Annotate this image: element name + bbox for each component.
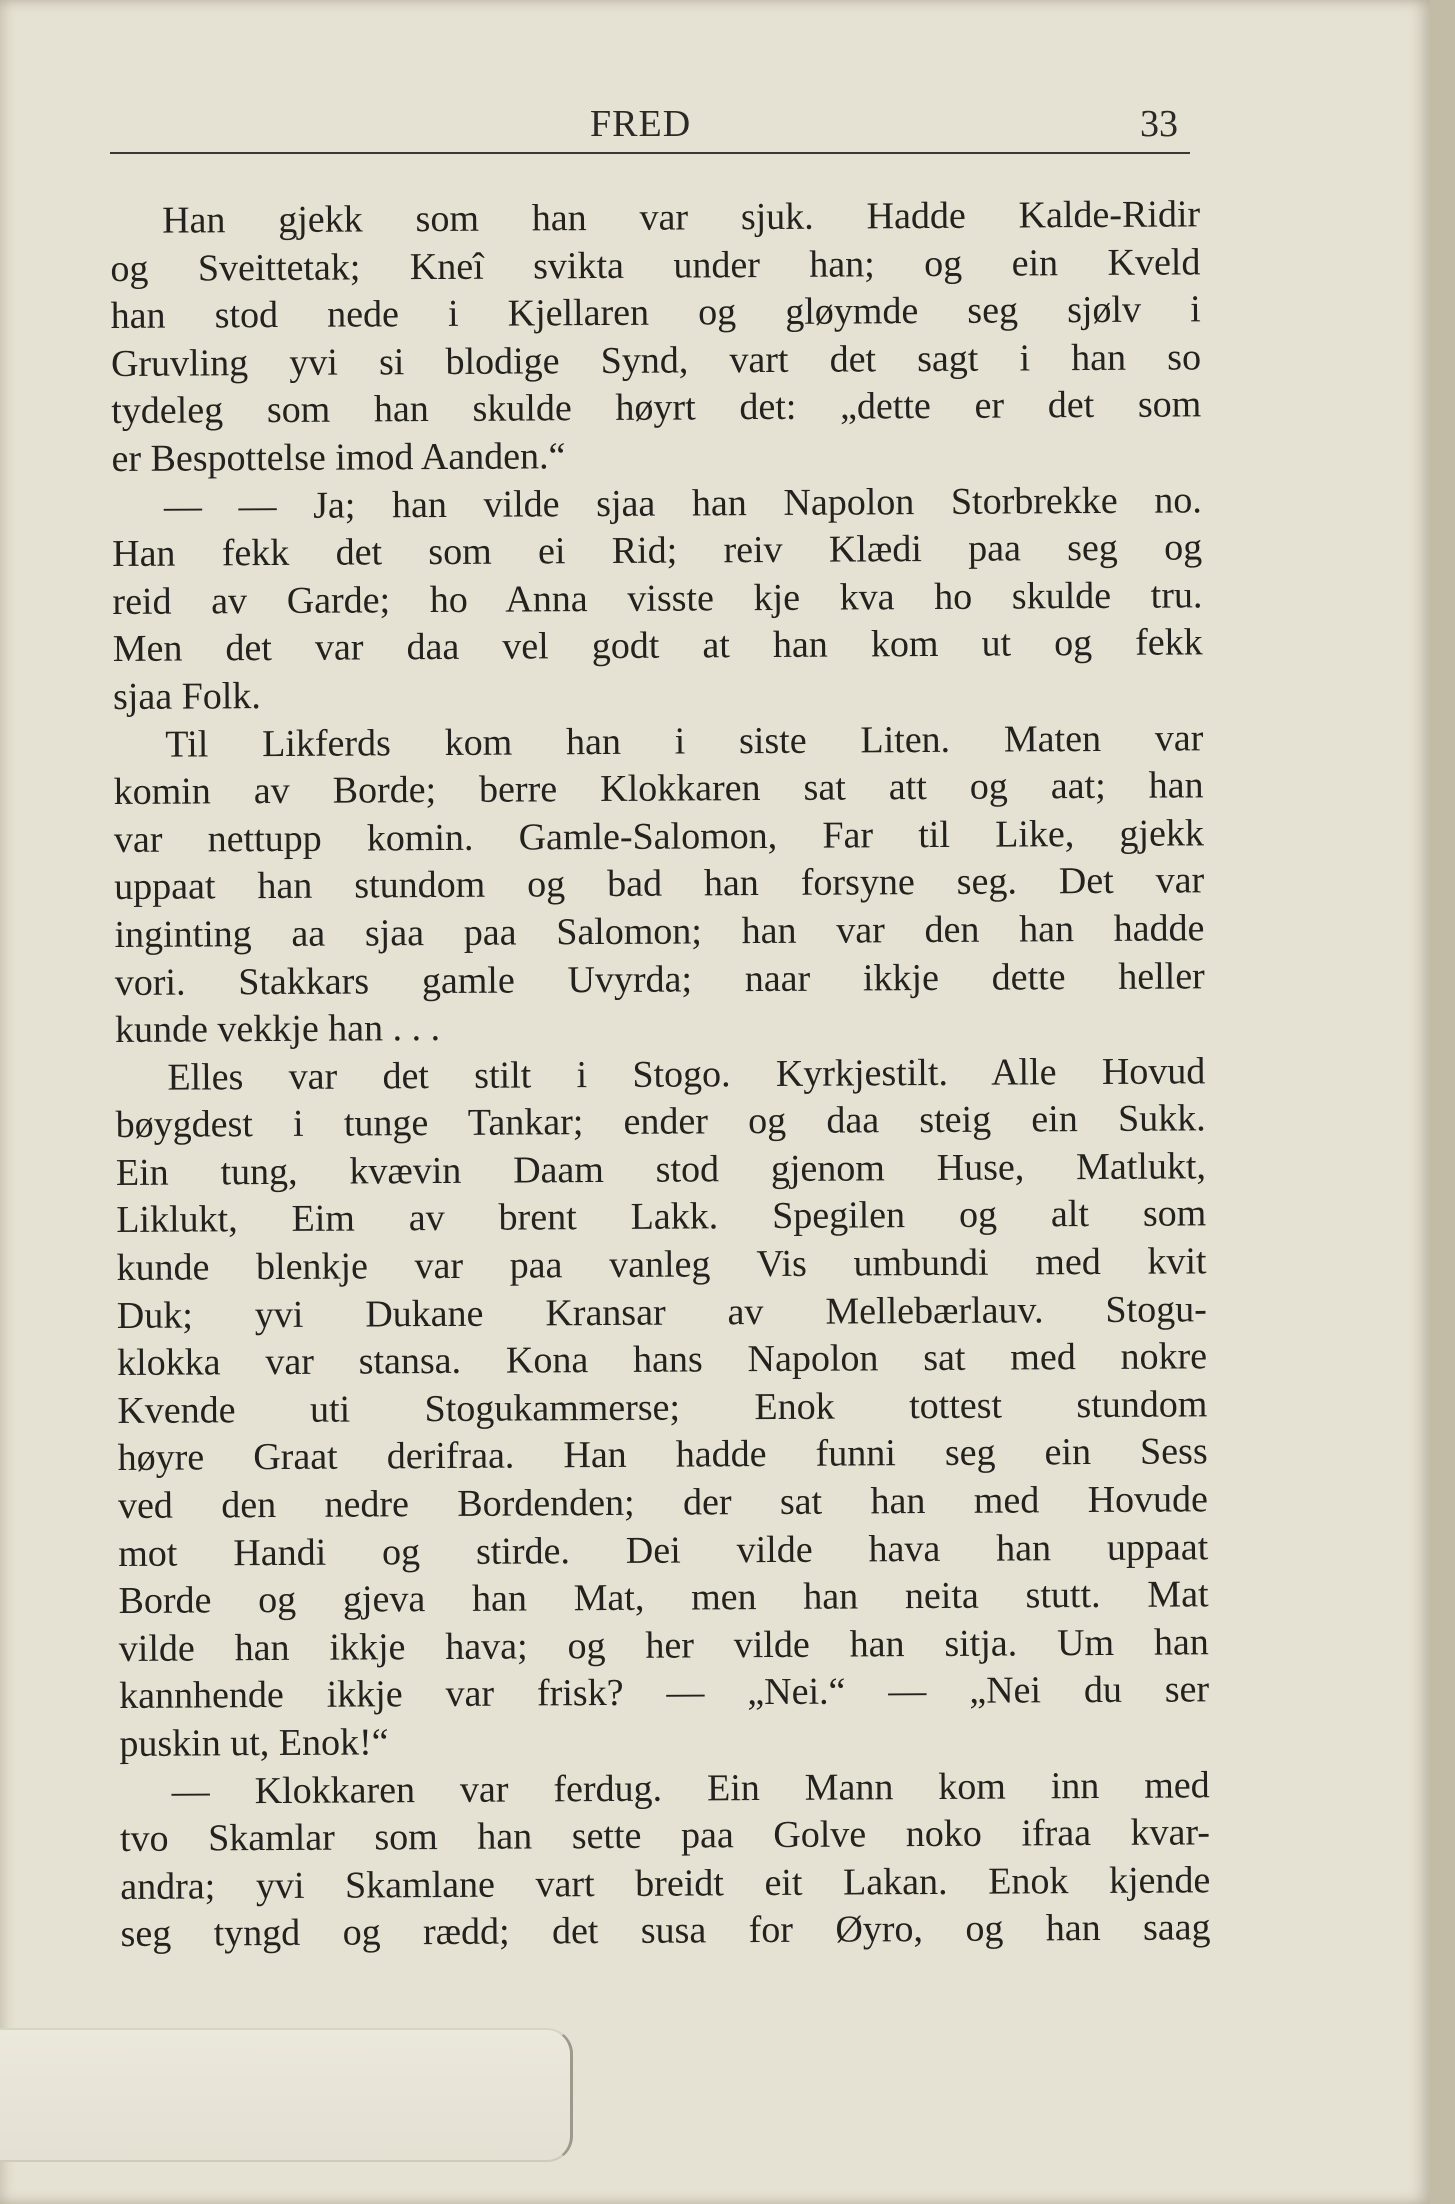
text-line: uppaat han stundom og bad han forsyne seg. Det var <box>114 859 1205 909</box>
text-line: Han gjekk som han var sjuk. Hadde Kalde-Ridir <box>162 193 1201 242</box>
text-line: mot Handi og stirde. Dei vilde hava han uppaat <box>118 1525 1209 1575</box>
page-header <box>110 100 1190 160</box>
text-line: kunde blenkje var paa vanleg Vis umbundi med kvit <box>116 1240 1207 1290</box>
text-line: vilde han ikkje hava; og her vilde han sitja. Um han <box>118 1621 1209 1670</box>
text-line: Ein tung, kvævin Daam stod gjenom Huse, Matlukt, <box>115 1145 1207 1194</box>
text-line: Borde og gjeva han Mat, men han neita stutt. Mat <box>118 1573 1209 1623</box>
body-text <box>110 191 1211 1959</box>
text-line: høyre Graat derifraa. Han hadde funni seg ein Sess <box>117 1430 1208 1480</box>
text-line: han stod nede i Kjellaren og gløymde seg sjølv i <box>110 288 1201 338</box>
text-line: vori. Stakkars gamle Uvyrda; naar ikkje dette heller <box>114 954 1205 1004</box>
text-line: seg tyngd og rædd; det susa for Øyro, og han saag <box>120 1906 1211 1956</box>
text-line: Han fekk det som ei Rid; reiv Klædi paa seg og <box>112 526 1203 576</box>
text-line: kunde vekkje han . . . <box>114 1007 441 1052</box>
running-head: FRED <box>590 103 692 145</box>
text-line: klokka var stansa. Kona hans Napolon sat med nokre <box>116 1335 1208 1385</box>
text-line: kannhende ikkje var frisk? — „Nei.“ — „Nei du ser <box>119 1668 1210 1718</box>
text-line: Liklukt, Eim av brent Lakk. Spegilen og alt som <box>116 1192 1207 1242</box>
text-line: reid av Garde; ho Anna visste kje kva ho skulde tru. <box>112 574 1203 623</box>
text-line: inginting aa sjaa paa Salomon; han var den han hadde <box>114 907 1205 956</box>
text-line: var nettupp komin. Gamle-Salomon, Far til Like, gjekk <box>113 812 1205 861</box>
text-line: tydeleg som han skulde høyrt det: „dette er det som <box>111 383 1202 433</box>
text-line: — Klokkaren var ferdug. Ein Mann kom inn med <box>171 1763 1210 1813</box>
text-line: Til Likferds kom han i siste Liten. Maten var <box>165 716 1204 766</box>
text-line: er Bespottelse imod Aanden.“ <box>111 435 566 480</box>
text-line: og Sveittetak; Kneî svikta under han; og ein Kveld <box>110 240 1201 290</box>
text-line: Kvende uti Stogukammerse; Enok tottest stundom <box>117 1383 1208 1432</box>
text-line: komin av Borde; berre Klokkaren sat att og aat; han <box>113 764 1204 814</box>
text-line: bøygdest i tunge Tankar; ender og daa steig ein Sukk. <box>115 1097 1206 1147</box>
text-line: andra; yvi Skamlane vart breidt eit Lakan. Enok kjende <box>120 1859 1211 1908</box>
page-number: 33 <box>1140 103 1178 145</box>
text-line: Duk; yvi Dukane Kransar av Mellebærlauv. Stogu- <box>116 1287 1207 1337</box>
text-line: Elles var det stilt i Stogo. Kyrkjestilt. Alle Hovud <box>167 1050 1206 1099</box>
header-rule <box>110 152 1190 154</box>
text-line: tvo Skamlar som han sette paa Golve noko ifraa kvar- <box>119 1811 1211 1861</box>
text-line: Men det var daa vel godt at han kom ut og fekk <box>112 621 1203 671</box>
text-line: — — Ja; han vilde sjaa han Napolon Storbrekke no. <box>163 478 1202 528</box>
library-label-outline <box>0 2028 573 2162</box>
page-edge <box>1430 0 1455 2204</box>
text-line: puskin ut, Enok!“ <box>119 1721 389 1765</box>
text-line: sjaa Folk. <box>112 675 261 718</box>
text-line: Gruvling yvi si blodige Synd, vart det sagt i han so <box>110 336 1202 385</box>
text-line: ved den nedre Bordenden; der sat han med Hovude <box>117 1478 1209 1528</box>
